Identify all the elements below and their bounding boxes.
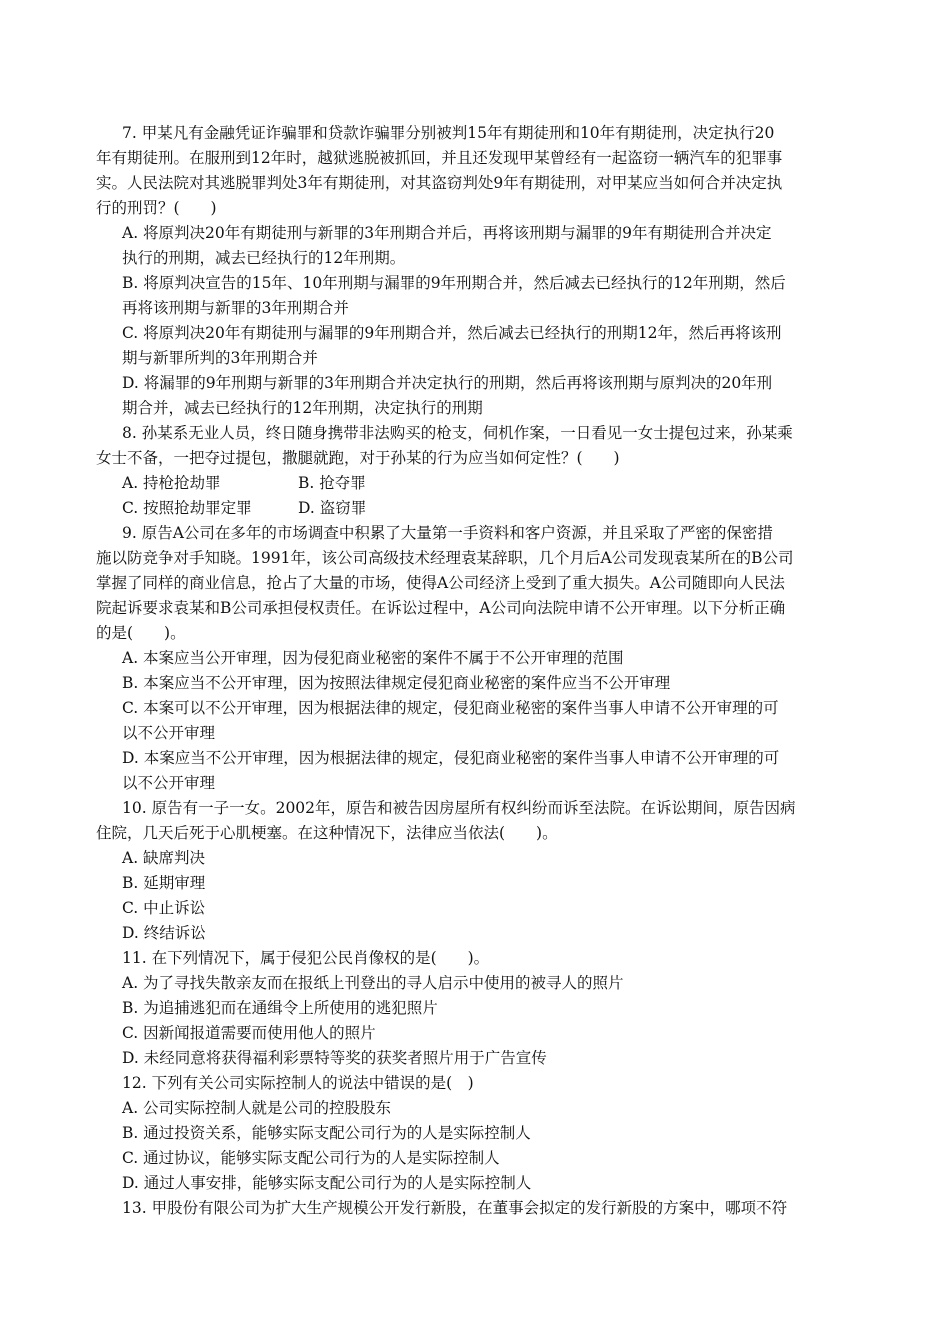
question-text-line: 行的刑罚？( ) <box>96 199 217 217</box>
question-text-line: 8. 孙某系无业人员，终日随身携带非法购买的枪支，伺机作案，一日看见一女士提包过来，孙某乘 <box>122 424 793 442</box>
option-a: A. 为了寻找失散亲友而在报纸上刊登出的寻人启示中使用的被寻人的照片 <box>122 974 624 992</box>
options-row <box>96 496 836 521</box>
question-text-line: 10. 原告有一子一女。2002年，原告和被告因房屋所有权纠纷而诉至法院。在诉讼期间，原告因病 <box>122 799 796 817</box>
question-10 <box>96 796 836 946</box>
option-a: A. 公司实际控制人就是公司的控股股东 <box>122 1099 392 1117</box>
question-13 <box>96 1196 836 1221</box>
question-12 <box>96 1071 836 1196</box>
option-b: B. 通过投资关系，能够实际支配公司行为的人是实际控制人 <box>122 1124 531 1142</box>
option-d: D. 未经同意将获得福利彩票特等奖的获奖者照片用于广告宣传 <box>122 1049 547 1067</box>
question-text-line: 7. 甲某凡有金融凭证诈骗罪和贷款诈骗罪分别被判15年有期徒刑和10年有期徒刑，决定执行20 <box>122 124 775 142</box>
option-b: B. 延期审理 <box>122 874 206 892</box>
option-c-continued: 期与新罪所判的3年刑期合并 <box>122 349 318 367</box>
option-d: D. 将漏罪的9年刑期与新罪的3年刑期合并决定执行的刑期，然后再将该刑期与原判决的20年刑 <box>122 374 773 392</box>
question-text-line: 11. 在下列情况下，属于侵犯公民肖像权的是( )。 <box>122 949 490 967</box>
question-8 <box>96 421 836 521</box>
option-c: C. 本案可以不公开审理，因为根据法律的规定，侵犯商业秘密的案件当事人申请不公开审理的可 <box>122 699 779 717</box>
question-9 <box>96 521 836 796</box>
option-c: C. 通过协议，能够实际支配公司行为的人是实际控制人 <box>122 1149 500 1167</box>
question-text-line: 施以防竞争对手知晓。1991年，该公司高级技术经理袁某辞职，几个月后A公司发现袁某所在的B公司 <box>96 549 794 567</box>
option-d: D. 通过人事安排，能够实际支配公司行为的人是实际控制人 <box>122 1174 532 1192</box>
option-a: A. 本案应当公开审理，因为侵犯商业秘密的案件不属于不公开审理的范围 <box>122 649 624 667</box>
option-d: D. 本案应当不公开审理，因为根据法律的规定，侵犯商业秘密的案件当事人申请不公开审理的可 <box>122 749 780 767</box>
option-d: D. 终结诉讼 <box>122 924 206 942</box>
option-c: C. 按照抢劫罪定罪 <box>122 499 252 517</box>
options-row <box>96 471 836 496</box>
question-text-line: 住院，几天后死于心肌梗塞。在这种情况下，法律应当依法( )。 <box>96 824 558 842</box>
question-text-line: 12. 下列有关公司实际控制人的说法中错误的是( ) <box>122 1074 474 1092</box>
option-c-continued: 以不公开审理 <box>122 724 216 742</box>
option-c: C. 将原判决20年有期徒刑与漏罪的9年刑期合并，然后减去已经执行的刑期12年，然后再将该刑 <box>122 324 782 342</box>
option-d-continued: 以不公开审理 <box>122 774 216 792</box>
question-text-line: 年有期徒刑。在服刑到12年时，越狱逃脱被抓回，并且还发现甲某曾经有一起盗窃一辆汽车的犯罪事 <box>96 149 783 167</box>
question-text-line: 女士不备，一把夺过提包，撒腿就跑，对于孙某的行为应当如何定性？( ) <box>96 449 620 467</box>
question-7 <box>96 121 836 421</box>
question-text-line: 9. 原告A公司在多年的市场调查中积累了大量第一手资料和客户资源，并且采取了严密的保密措 <box>122 524 773 542</box>
option-a: A. 持枪抢劫罪 <box>122 474 221 492</box>
question-text-line: 院起诉要求袁某和B公司承担侵权责任。在诉讼过程中，A公司向法院申请不公开审理。以下分析正确 <box>96 599 786 617</box>
question-11 <box>96 946 836 1071</box>
option-d-continued: 期合并，减去已经执行的12年刑期，决定执行的刑期 <box>122 399 483 417</box>
option-d: D. 盗窃罪 <box>298 499 367 517</box>
question-text-line: 13. 甲股份有限公司为扩大生产规模公开发行新股，在董事会拟定的发行新股的方案中，哪项不符 <box>122 1199 788 1217</box>
document-page <box>96 121 836 1221</box>
question-text-line: 的是( )。 <box>96 624 186 642</box>
option-c: C. 因新闻报道需要而使用他人的照片 <box>122 1024 376 1042</box>
option-b: B. 为追捕逃犯而在通缉令上所使用的逃犯照片 <box>122 999 438 1017</box>
option-b: B. 本案应当不公开审理，因为按照法律规定侵犯商业秘密的案件应当不公开审理 <box>122 674 671 692</box>
option-b: B. 抢夺罪 <box>298 474 366 492</box>
question-text-line: 掌握了同样的商业信息，抢占了大量的市场，使得A公司经济上受到了重大损失。A公司随即向人民法 <box>96 574 785 592</box>
option-b-continued: 再将该刑期与新罪的3年刑期合并 <box>122 299 349 317</box>
option-a: A. 将原判决20年有期徒刑与新罪的3年刑期合并后，再将该刑期与漏罪的9年有期徒刑合并决定 <box>122 224 772 242</box>
option-a-continued: 执行的刑期，减去已经执行的12年刑期。 <box>122 249 406 267</box>
option-a: A. 缺席判决 <box>122 849 206 867</box>
option-c: C. 中止诉讼 <box>122 899 206 917</box>
option-b: B. 将原判决宣告的15年、10年刑期与漏罪的9年刑期合并，然后减去已经执行的12年刑期，然后 <box>122 274 786 292</box>
question-text-line: 实。人民法院对其逃脱罪判处3年有期徒刑，对其盗窃判处9年有期徒刑，对甲某应当如何合并决定执 <box>96 174 783 192</box>
